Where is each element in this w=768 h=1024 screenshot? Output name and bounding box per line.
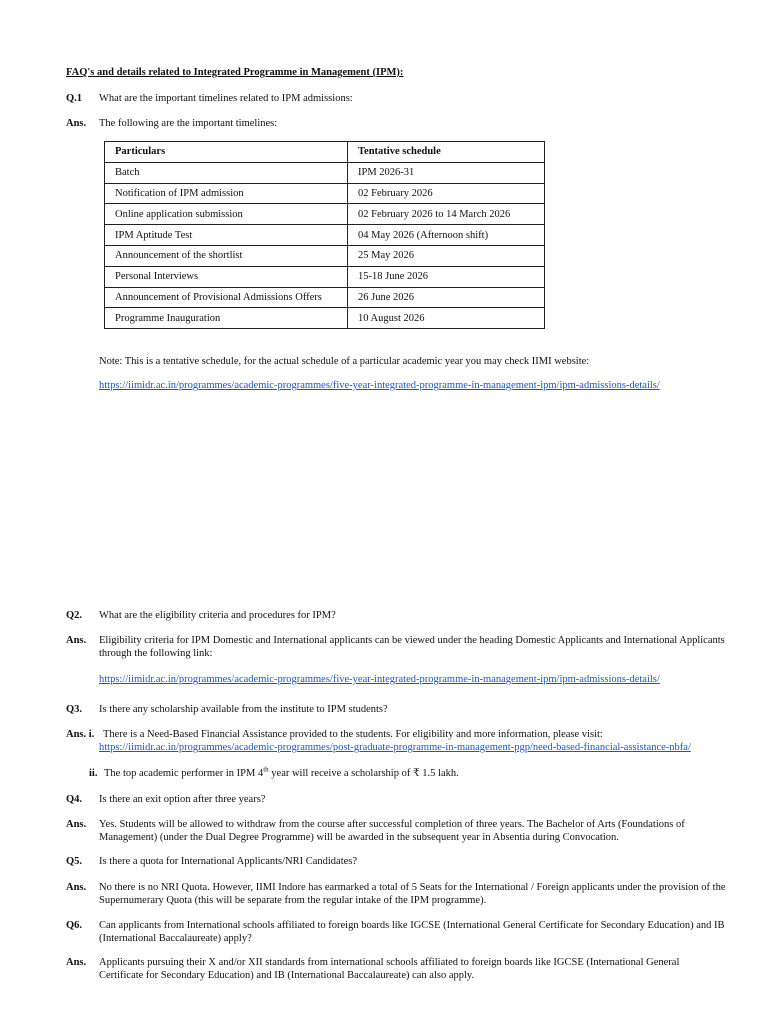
nbfa-link[interactable]: https://iimidr.ac.in/programmes/academic-programmes/post-graduate-programme-in-management-pgp/need-based-financial-assistance-nbfa/ [99,742,691,753]
q3-ii-label: ii. [89,768,98,779]
q3-ans-label: Ans. i. [66,729,95,740]
q6-label: Q6. [66,920,83,931]
q2-question: What are the eligibility criteria and procedures for IPM? [99,610,336,621]
table-cell: Programme Inauguration [105,308,348,329]
table-row [105,266,545,287]
q6-question: Can applicants from International schools affiliated to foreign boards like IGCSE (International General Certificate for Secondary Education) and IB (International Baccalaureate) apply? [99,920,725,944]
q4-question: Is there an exit option after three years? [99,794,266,805]
q2-answer: Eligibility criteria for IPM Domestic and International applicants can be viewed under the heading Domestic Applicants and International Applicants through the following link: [99,635,725,659]
table-header: Tentative schedule [348,142,545,163]
q5-ans-label: Ans. [66,882,87,893]
table-cell: 02 February 2026 [348,183,545,204]
table-row [105,183,545,204]
q1-question: What are the important timelines related to IPM admissions: [99,93,353,104]
q6-ans-label: Ans. [66,957,87,968]
table-cell: Personal Interviews [105,266,348,287]
table-row [105,245,545,266]
table-row [105,308,545,329]
q3-answer-ii: The top academic performer in IPM 4th year will receive a scholarship of ₹ 1.5 lakh. [104,765,459,779]
q5-answer: No there is no NRI Quota. However, IIMI Indore has earmarked a total of 5 Seats for the International / Foreign applicants under the provision of the Supernumerary Quota (this will be separate from the regular intake of the IPM programme). [99,882,726,906]
q4-answer: Yes. Students will be allowed to withdraw from the course after successful completion of three years. The Bachelor of Arts (Foundations of Management) (under the Dual Degree Programme) will be awarded in the subsequent year in Absentia during Convocation. [99,819,685,843]
table-cell: 04 May 2026 (Afternoon shift) [348,225,545,246]
table-cell: IPM Aptitude Test [105,225,348,246]
table-row [105,204,545,225]
table-cell: Announcement of the shortlist [105,245,348,266]
q3-answer-i: There is a Need-Based Financial Assistance provided to the students. For eligibility and more information, please visit: [103,729,603,740]
table-cell: 25 May 2026 [348,245,545,266]
q1-label: Q.1 [66,93,83,104]
table-cell: 26 June 2026 [348,287,545,308]
table-cell: 10 August 2026 [348,308,545,329]
q1-ans-label: Ans. [66,118,87,129]
q5-question: Is there a quota for International Applicants/NRI Candidates? [99,856,358,867]
q6-answer: Applicants pursuing their X and/or XII standards from international schools affiliated to foreign boards like IGCSE (International General Certificate for Secondary Education) and IB (International Baccalaureate) can also apply. [99,957,680,981]
timeline-table [104,141,545,329]
table-header: Particulars [105,142,348,163]
table-cell: 02 February 2026 to 14 March 2026 [348,204,545,225]
table-cell: Batch [105,162,348,183]
q4-ans-label: Ans. [66,819,87,830]
schedule-note: Note: This is a tentative schedule, for the actual schedule of a particular academic year you may check IIMI website: [99,356,590,367]
q2-ans-label: Ans. [66,635,87,646]
table-cell: Announcement of Provisional Admissions Offers [105,287,348,308]
q4-label: Q4. [66,794,83,805]
table-cell: Notification of IPM admission [105,183,348,204]
q2-label: Q2. [66,610,83,621]
q1-answer: The following are the important timelines: [99,118,278,129]
table-cell: Online application submission [105,204,348,225]
table-cell: 15-18 June 2026 [348,266,545,287]
table-header-row [105,142,545,163]
q3-question: Is there any scholarship available from the institute to IPM students? [99,704,388,715]
document-title: FAQ's and details related to Integrated Programme in Management (IPM): [66,67,404,78]
q3-label: Q3. [66,704,83,715]
q5-label: Q5. [66,856,83,867]
table-cell: IPM 2026-31 [348,162,545,183]
table-row [105,225,545,246]
q2-eligibility-link[interactable]: https://iimidr.ac.in/programmes/academic-programmes/five-year-integrated-programme-in-management-ipm/ipm-admissions-details/ [99,674,660,685]
table-row [105,287,545,308]
ipm-details-link[interactable]: https://iimidr.ac.in/programmes/academic-programmes/five-year-integrated-programme-in-management-ipm/ipm-admissions-details/ [99,380,660,391]
table-row [105,162,545,183]
